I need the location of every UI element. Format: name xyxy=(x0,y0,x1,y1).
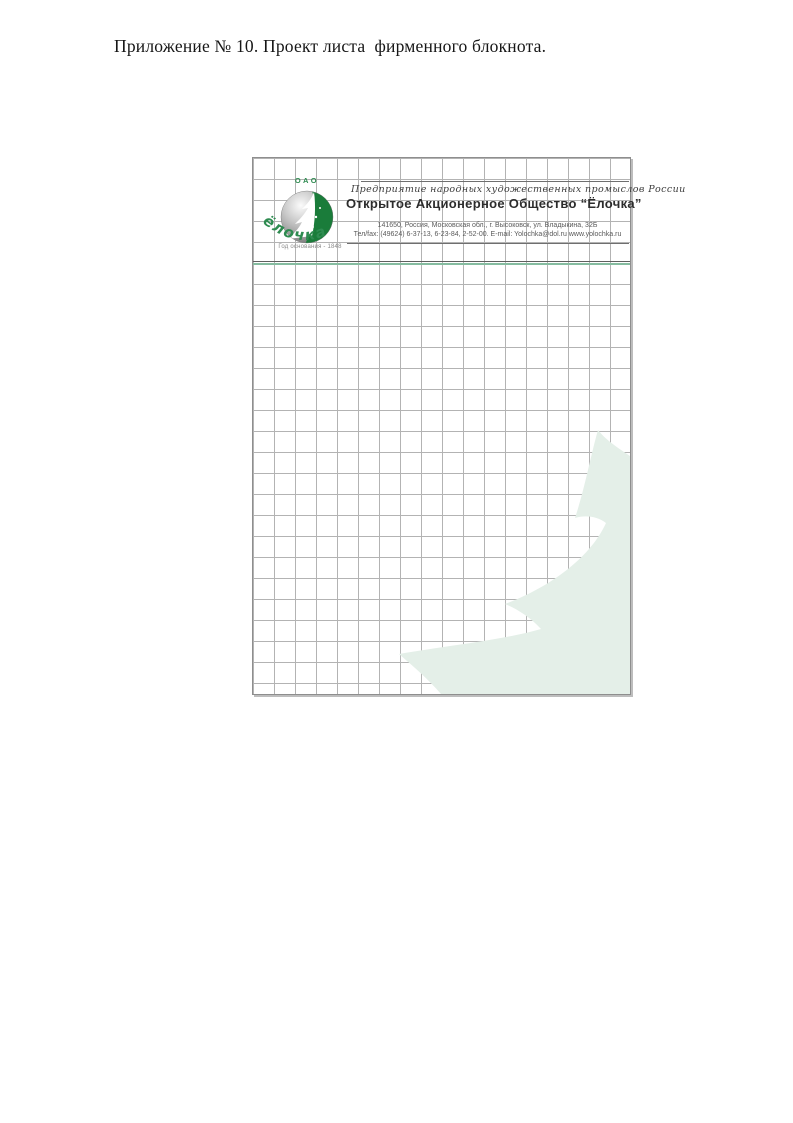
separator-dark-line xyxy=(253,261,630,262)
company-name: Открытое Акционерное Общество “Ёлочка” xyxy=(346,196,642,211)
header-bottom-rule xyxy=(347,243,629,244)
address-line: 141650, Россия, Московская обл., г. Высоковск, ул. Владыкина, 32Б xyxy=(377,222,598,229)
tagline: Предприятие народных художественных промыслов России xyxy=(351,184,686,195)
logo-brand-text: ёлочка xyxy=(259,211,330,245)
separator-green-line xyxy=(253,263,630,265)
page-title: Приложение № 10. Проект листа фирменного блокнота. xyxy=(114,36,547,56)
company-logo xyxy=(255,170,359,270)
letterhead-sheet xyxy=(252,157,686,695)
sparkle-icon xyxy=(315,216,317,218)
contacts-line: Тел/fax: (49624) 6-37-13, 6-23-84, 2-52-00. E-mail: Yolochka@dol.ru www.yolochka.ru xyxy=(353,231,622,238)
sparkle-icon xyxy=(319,207,321,209)
header-top-rule xyxy=(361,181,629,182)
logo-founded-text: Год основания - 1848 xyxy=(278,244,342,250)
logo-oao-text: ОАО xyxy=(294,176,320,185)
